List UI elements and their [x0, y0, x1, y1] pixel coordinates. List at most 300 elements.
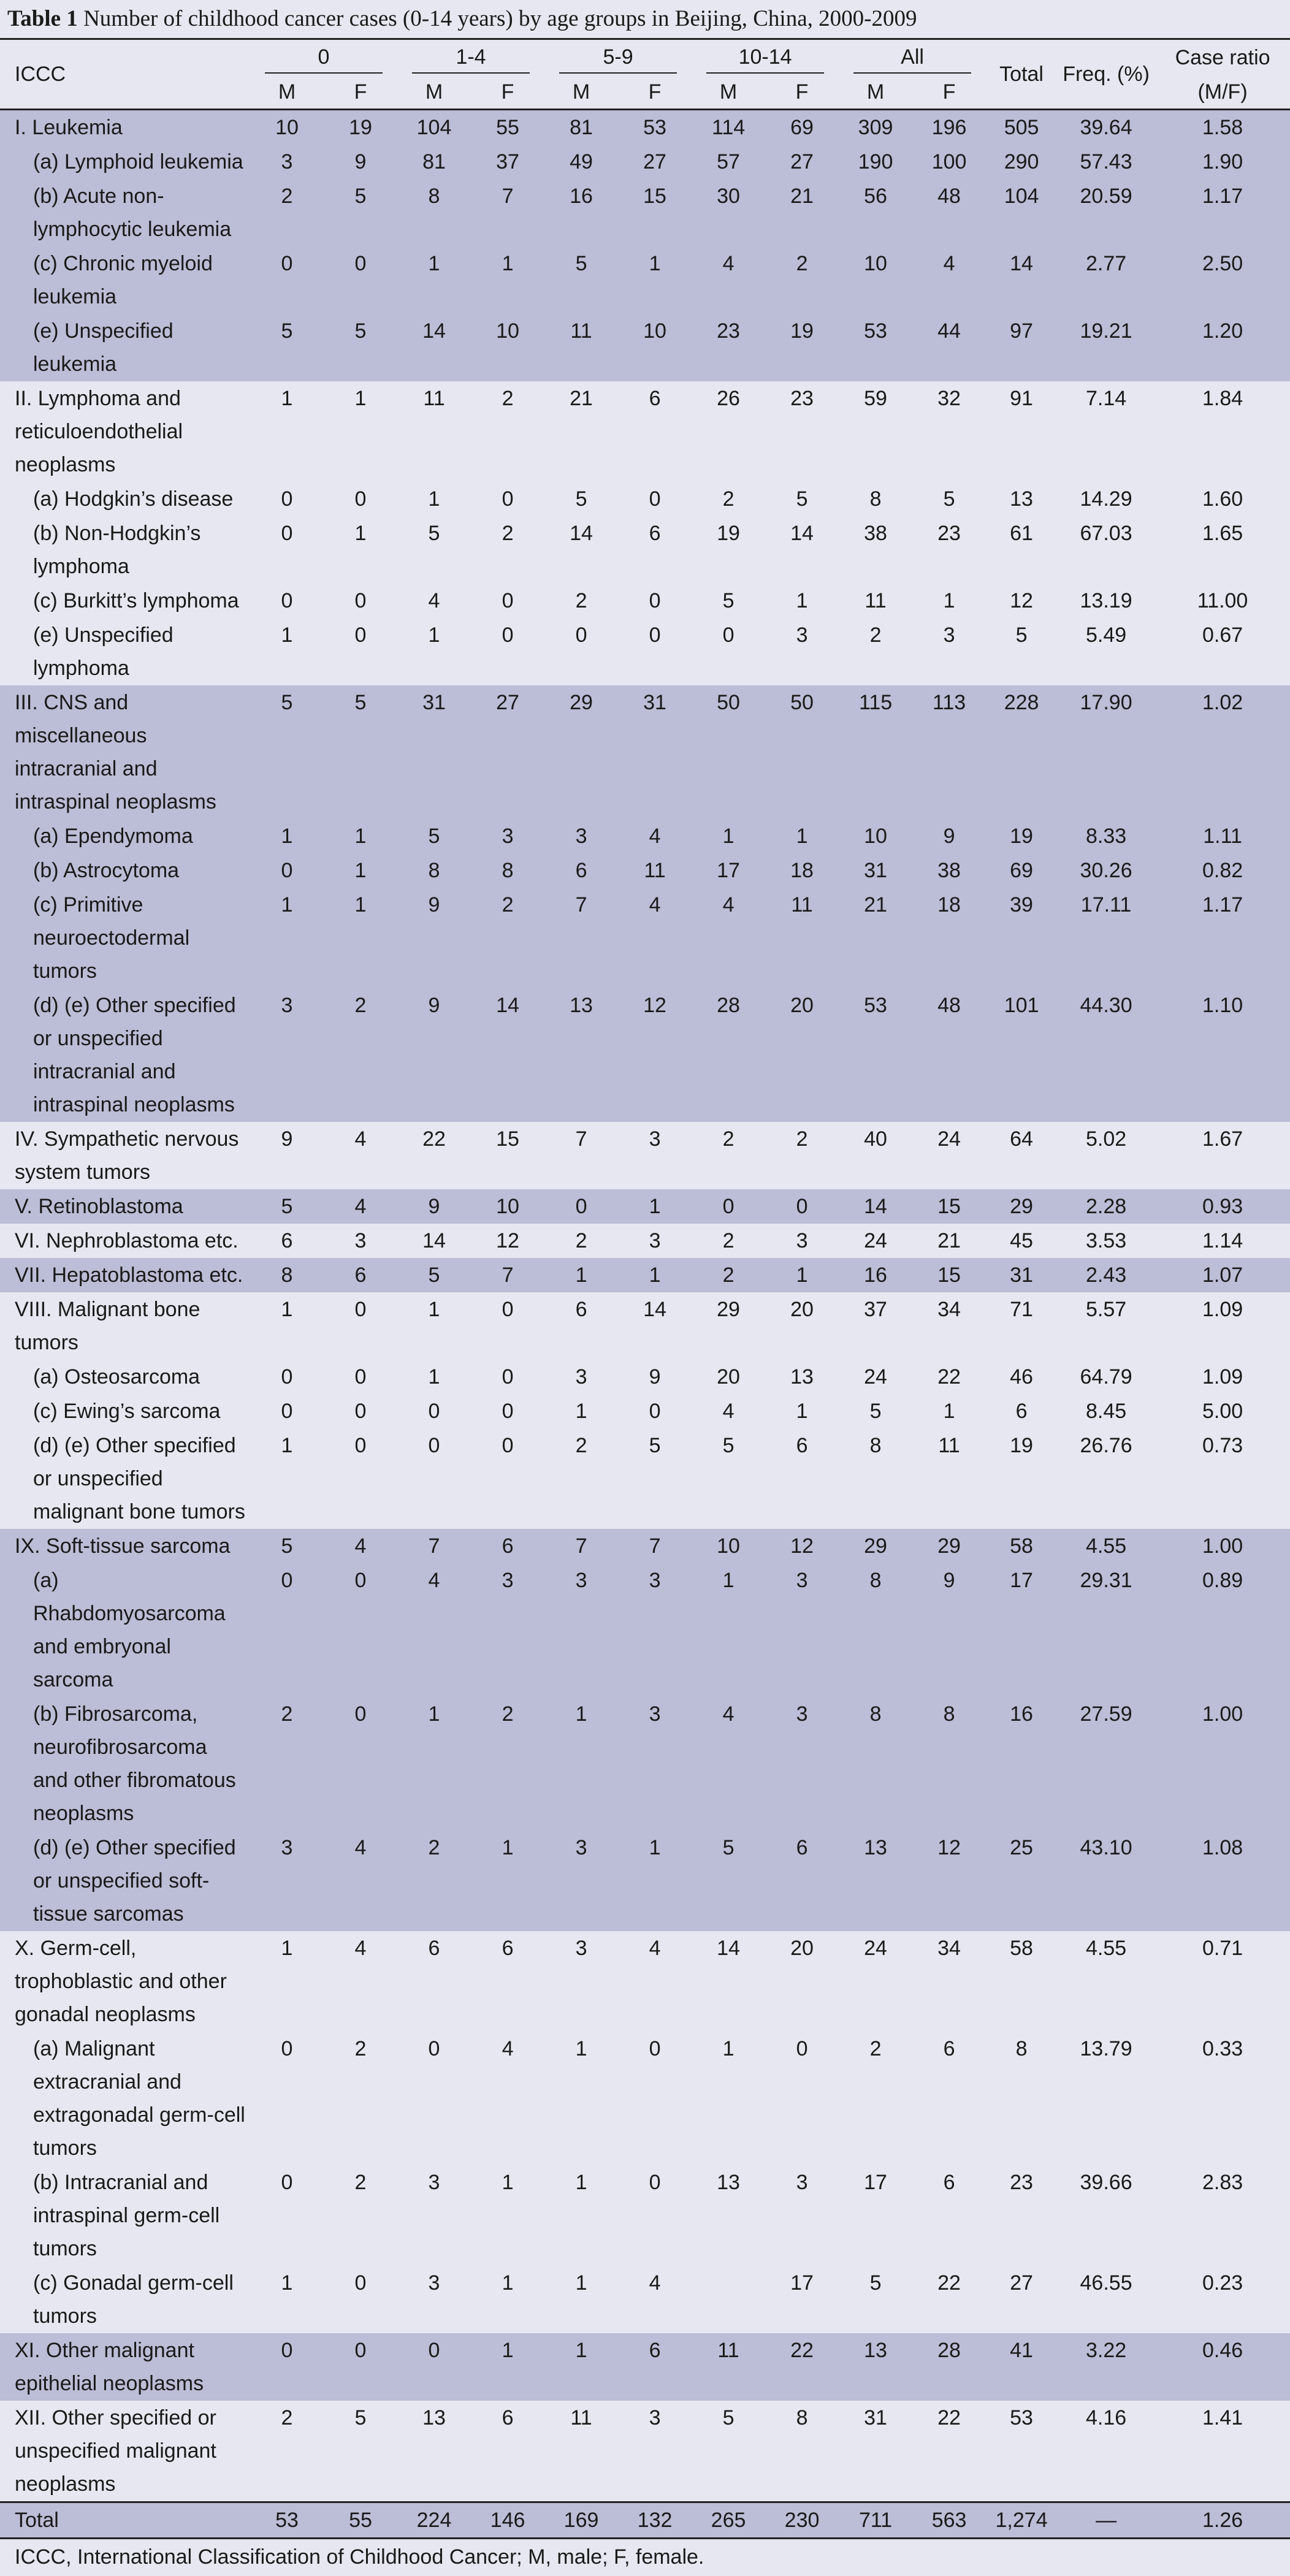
row-label: II. Lymphoma and reticuloendothelial neoplasms	[0, 381, 250, 482]
cell-value: 81	[544, 110, 618, 145]
row-label: XII. Other specified or unspecified malignant neoplasms	[0, 2401, 250, 2502]
cell-value: 41	[986, 2333, 1057, 2401]
table-header	[0, 39, 1290, 110]
cell-value: 16	[839, 1258, 912, 1292]
cell-value: 20	[692, 1360, 765, 1394]
cell-value: 0	[250, 2165, 324, 2266]
cell-value: 3	[618, 2401, 692, 2502]
cell-value: 14	[618, 1292, 692, 1360]
cell-value: 1	[250, 381, 324, 482]
cell-value: 4	[912, 246, 986, 314]
cell-value: 2	[544, 1224, 618, 1258]
cell-value: 13	[765, 1360, 839, 1394]
cell-value: 61	[986, 516, 1057, 584]
table-row	[0, 1563, 1290, 1697]
cell-value: 19	[692, 516, 765, 584]
cell-value: 0.71	[1155, 1931, 1290, 2032]
cell-value: 5	[692, 584, 765, 618]
row-label: (b) Intracranial and intraspinal germ-cell tumors	[0, 2165, 250, 2266]
cell-value: 1,274	[986, 2502, 1057, 2539]
cell-value: 6	[912, 2165, 986, 2266]
cell-value: 37	[471, 145, 544, 179]
cell-value: 24	[839, 1931, 912, 2032]
cell-value: 38	[839, 516, 912, 584]
cell-value: 13.79	[1057, 2032, 1155, 2165]
cell-value: 228	[986, 685, 1057, 819]
cell-value: 1	[324, 853, 397, 888]
cell-value: 3	[765, 1697, 839, 1831]
cell-value: 6	[250, 1224, 324, 1258]
cell-value: 34	[912, 1931, 986, 2032]
cell-value: 6	[544, 853, 618, 888]
cell-value: 57.43	[1057, 145, 1155, 179]
cell-value: 3	[397, 2165, 471, 2266]
cell-value: 2	[324, 2032, 397, 2165]
cell-value: 13	[544, 988, 618, 1122]
table-row	[0, 381, 1290, 482]
cell-value: 4.55	[1057, 1931, 1155, 2032]
header-sex: F	[765, 75, 839, 110]
cell-value: 0	[250, 584, 324, 618]
cell-value: 0.93	[1155, 1189, 1290, 1224]
cell-value: 11	[618, 853, 692, 888]
header-age-10-14: 10-14	[692, 39, 839, 76]
cell-value: 0	[324, 482, 397, 516]
cell-value: 1.65	[1155, 516, 1290, 584]
cell-value: 0.67	[1155, 618, 1290, 685]
header-sex: F	[324, 75, 397, 110]
table-caption-label: Table 1	[7, 6, 78, 31]
cell-value: 9	[324, 145, 397, 179]
cell-value: 19	[324, 110, 397, 145]
cell-value: 1	[765, 584, 839, 618]
cell-value: 7	[544, 1529, 618, 1563]
cell-value: 711	[839, 2502, 912, 2539]
cell-value: 12	[765, 1529, 839, 1563]
header-sex: M	[692, 75, 765, 110]
cell-value: 1.60	[1155, 482, 1290, 516]
cell-value: 5	[986, 618, 1057, 685]
table-caption	[0, 0, 1290, 38]
cell-value: 10	[839, 819, 912, 853]
cell-value: 16	[986, 1697, 1057, 1831]
header-age-1-4: 1-4	[397, 39, 544, 76]
table-body	[0, 110, 1290, 2539]
cell-value: 1	[324, 381, 397, 482]
cell-value: 23	[912, 516, 986, 584]
cell-value: 38	[912, 853, 986, 888]
cell-value: 9	[397, 988, 471, 1122]
cell-value: 0	[471, 1360, 544, 1394]
cell-value: 1	[912, 1394, 986, 1428]
row-label: X. Germ-cell, trophoblastic and other gonadal neoplasms	[0, 1931, 250, 2032]
table-row	[0, 2401, 1290, 2502]
header-age-5-9: 5-9	[544, 39, 692, 76]
cell-value: 14	[692, 1931, 765, 2032]
cell-value: 0	[397, 1394, 471, 1428]
cell-value: 5	[324, 314, 397, 381]
cell-value: 1	[250, 888, 324, 988]
cell-value: 21	[544, 381, 618, 482]
cell-value: 2.77	[1057, 246, 1155, 314]
row-label: III. CNS and miscellaneous intracranial and intraspinal neoplasms	[0, 685, 250, 819]
cell-value: 0	[324, 2266, 397, 2333]
header-sex: F	[618, 75, 692, 110]
cell-value: 265	[692, 2502, 765, 2539]
table-row	[0, 1529, 1290, 1563]
cell-value: 1	[250, 1428, 324, 1529]
cell-value: 0	[544, 618, 618, 685]
cell-value: 3	[324, 1224, 397, 1258]
cell-value: 0	[397, 2333, 471, 2401]
cell-value: 1.17	[1155, 888, 1290, 988]
cell-value: 20	[765, 1292, 839, 1360]
cell-value: 104	[397, 110, 471, 145]
cell-value: 1	[692, 819, 765, 853]
cell-value: 0	[324, 1394, 397, 1428]
cell-value: 39.64	[1057, 110, 1155, 145]
cell-value: 2.43	[1057, 1258, 1155, 1292]
cell-value: 2	[765, 1122, 839, 1189]
cell-value: 0	[250, 2032, 324, 2165]
cell-value: 5	[397, 1258, 471, 1292]
cell-value: 1.14	[1155, 1224, 1290, 1258]
cell-value: 31	[839, 2401, 912, 2502]
cell-value: 27	[471, 685, 544, 819]
cell-value: 14	[397, 1224, 471, 1258]
cell-value: 50	[692, 685, 765, 819]
cell-value: 3	[618, 1224, 692, 1258]
cell-value: 8	[839, 482, 912, 516]
cell-value: 5	[544, 246, 618, 314]
header-sex: M	[544, 75, 618, 110]
cell-value: 24	[912, 1122, 986, 1189]
cell-value: 21	[912, 1224, 986, 1258]
cell-value: 0	[471, 1394, 544, 1428]
cell-value: 1	[544, 2333, 618, 2401]
cell-value: 31	[839, 853, 912, 888]
cell-value: 7	[471, 1258, 544, 1292]
cell-value: 4	[618, 888, 692, 988]
cell-value: 0	[544, 1189, 618, 1224]
cell-value: 2	[471, 516, 544, 584]
cell-value: 48	[912, 988, 986, 1122]
cell-value: 0.33	[1155, 2032, 1290, 2165]
cell-value: 23	[765, 381, 839, 482]
table-row	[0, 1189, 1290, 1224]
cell-value: 1	[397, 1697, 471, 1831]
cell-value: 0	[324, 2333, 397, 2401]
cell-value: 11	[839, 584, 912, 618]
cell-value: 0	[471, 1292, 544, 1360]
cell-value: 4	[692, 1394, 765, 1428]
cell-value: 113	[912, 685, 986, 819]
table-row	[0, 482, 1290, 516]
cell-value: 563	[912, 2502, 986, 2539]
cell-value: 1	[397, 246, 471, 314]
header-iccc: ICCC	[0, 39, 250, 110]
cell-value: 3	[765, 1563, 839, 1697]
row-label: (d) (e) Other specified or unspecified soft-tissue sarcomas	[0, 1831, 250, 1931]
cell-value: 2.50	[1155, 246, 1290, 314]
row-label: (b) Acute non-lymphocytic leukemia	[0, 179, 250, 246]
row-label: (b) Fibrosarcoma, neurofibrosarcoma and other fibromatous neoplasms	[0, 1697, 250, 1831]
row-label: (c) Burkitt’s lymphoma	[0, 584, 250, 618]
cell-value: 10	[618, 314, 692, 381]
cell-value: 8	[912, 1697, 986, 1831]
cell-value: 8	[397, 853, 471, 888]
cell-value: 2.28	[1057, 1189, 1155, 1224]
cell-value: 17	[986, 1563, 1057, 1697]
cell-value: 2	[544, 584, 618, 618]
table-row	[0, 584, 1290, 618]
cell-value: 48	[912, 179, 986, 246]
cell-value: 1.58	[1155, 110, 1290, 145]
cell-value: 8.33	[1057, 819, 1155, 853]
cell-value: 5	[839, 2266, 912, 2333]
cell-value: 21	[839, 888, 912, 988]
cell-value: 1.09	[1155, 1360, 1290, 1394]
cell-value: 3	[471, 819, 544, 853]
table-row	[0, 988, 1290, 1122]
cell-value: 104	[986, 179, 1057, 246]
header-age-all: All	[839, 39, 986, 76]
cell-value: 101	[986, 988, 1057, 1122]
cell-value: 44.30	[1057, 988, 1155, 1122]
table-row	[0, 516, 1290, 584]
table-row	[0, 1258, 1290, 1292]
cell-value: 100	[912, 145, 986, 179]
table-row	[0, 685, 1290, 819]
cell-value: 1.09	[1155, 1292, 1290, 1360]
cell-value: 1.10	[1155, 988, 1290, 1122]
cell-value: 2	[324, 988, 397, 1122]
cell-value: 1	[765, 819, 839, 853]
row-label: (c) Primitive neuroectodermal tumors	[0, 888, 250, 988]
cell-value: 19.21	[1057, 314, 1155, 381]
cell-value: 4	[324, 1189, 397, 1224]
cell-value: 10	[839, 246, 912, 314]
cell-value: 11	[912, 1428, 986, 1529]
header-sex: M	[839, 75, 912, 110]
cell-value: 9	[250, 1122, 324, 1189]
cell-value: 5	[324, 685, 397, 819]
cell-value: 40	[839, 1122, 912, 1189]
cell-value: 29	[544, 685, 618, 819]
cell-value: 1	[250, 2266, 324, 2333]
cell-value: 81	[397, 145, 471, 179]
table-row	[0, 2333, 1290, 2401]
cell-value: 4	[397, 584, 471, 618]
cell-value: 230	[765, 2502, 839, 2539]
cell-value: 224	[397, 2502, 471, 2539]
cell-value: 4	[618, 819, 692, 853]
cell-value: 9	[912, 819, 986, 853]
row-label: (a) Osteosarcoma	[0, 1360, 250, 1394]
cell-value: 10	[471, 1189, 544, 1224]
cell-value: 3	[397, 2266, 471, 2333]
cell-value: 1	[618, 1831, 692, 1931]
table-row	[0, 1428, 1290, 1529]
row-label: (a) Ependymoma	[0, 819, 250, 853]
cell-value: 1	[471, 246, 544, 314]
cell-value: 5	[839, 1394, 912, 1428]
cell-value: 14	[986, 246, 1057, 314]
row-label: VII. Hepatoblastoma etc.	[0, 1258, 250, 1292]
cell-value: 146	[471, 2502, 544, 2539]
cell-value: 2	[250, 1697, 324, 1831]
cell-value: 6	[544, 1292, 618, 1360]
row-label: (c) Chronic myeloid leukemia	[0, 246, 250, 314]
cell-value: 19	[765, 314, 839, 381]
cell-value: 0	[324, 1697, 397, 1831]
cell-value: 8	[839, 1428, 912, 1529]
table-caption-text: Number of childhood cancer cases (0-14 years) by age groups in Beijing, China, 2000-2009	[83, 6, 917, 31]
cell-value: 7	[544, 888, 618, 988]
cell-value: 14	[544, 516, 618, 584]
cell-value: 8	[250, 1258, 324, 1292]
cell-value: 1	[544, 2266, 618, 2333]
header-sex: M	[397, 75, 471, 110]
cell-value: 49	[544, 145, 618, 179]
cell-value: 26	[692, 381, 765, 482]
cell-value: 8	[471, 853, 544, 888]
row-label: I. Leukemia	[0, 110, 250, 145]
table-footnote: ICCC, International Classification of Childhood Cancer; M, male; F, female.	[0, 2539, 1290, 2576]
cell-value: 22	[912, 1360, 986, 1394]
cell-value: 21	[765, 179, 839, 246]
table-row	[0, 853, 1290, 888]
cell-value: 13	[692, 2165, 765, 2266]
cell-value: 13	[839, 1831, 912, 1931]
header-freq: Freq. (%)	[1057, 39, 1155, 110]
cell-value: 5	[250, 1529, 324, 1563]
cell-value: 14	[839, 1189, 912, 1224]
cell-value: 5	[765, 482, 839, 516]
cell-value: 17.90	[1057, 685, 1155, 819]
cell-value: 44	[912, 314, 986, 381]
table-row	[0, 2502, 1290, 2539]
cell-value: 3	[765, 2165, 839, 2266]
cell-value: 4	[692, 888, 765, 988]
row-label: (e) Unspecified leukemia	[0, 314, 250, 381]
cell-value: 0	[324, 1360, 397, 1394]
cell-value: 5.49	[1057, 618, 1155, 685]
cell-value: 13	[397, 2401, 471, 2502]
cell-value: 1	[250, 1931, 324, 2032]
cell-value: 9	[397, 888, 471, 988]
cell-value: 6	[986, 1394, 1057, 1428]
cell-value: 12	[618, 988, 692, 1122]
cell-value: 2	[839, 2032, 912, 2165]
cell-value: 5	[250, 685, 324, 819]
cell-value: 67.03	[1057, 516, 1155, 584]
cell-value: 2	[765, 246, 839, 314]
row-label: IX. Soft-tissue sarcoma	[0, 1529, 250, 1563]
cell-value: 3	[912, 618, 986, 685]
cell-value	[692, 2266, 765, 2333]
cell-value: 53	[250, 2502, 324, 2539]
cell-value: 1.41	[1155, 2401, 1290, 2502]
cell-value: 1	[765, 1258, 839, 1292]
cell-value: 4	[618, 1931, 692, 2032]
cell-value: 9	[912, 1563, 986, 1697]
header-sex: F	[912, 75, 986, 110]
cell-value: 32	[912, 381, 986, 482]
cell-value: 2	[692, 1122, 765, 1189]
cell-value: 1	[618, 1258, 692, 1292]
cell-value: 0	[324, 1428, 397, 1529]
cell-value: 11	[544, 2401, 618, 2502]
cell-value: 26.76	[1057, 1428, 1155, 1529]
cell-value: 1	[618, 1189, 692, 1224]
cell-value: 27	[618, 145, 692, 179]
row-label: (a) Hodgkin’s disease	[0, 482, 250, 516]
cell-value: 3	[471, 1563, 544, 1697]
cell-value: 46	[986, 1360, 1057, 1394]
cell-value: 1	[324, 819, 397, 853]
cell-value: 3	[544, 1360, 618, 1394]
cell-value: 55	[324, 2502, 397, 2539]
cell-value: 29.31	[1057, 1563, 1155, 1697]
cell-value: 0	[618, 1394, 692, 1428]
cell-value: 4	[324, 1931, 397, 2032]
cell-value: 20	[765, 988, 839, 1122]
table-row	[0, 888, 1290, 988]
cell-value: 0	[618, 482, 692, 516]
cell-value: 0.89	[1155, 1563, 1290, 1697]
cell-value: 53	[839, 988, 912, 1122]
cell-value: 5	[618, 1428, 692, 1529]
cell-value: 23	[986, 2165, 1057, 2266]
cell-value: 24	[839, 1360, 912, 1394]
table-row	[0, 110, 1290, 145]
cell-value: 17.11	[1057, 888, 1155, 988]
cell-value: 6	[397, 1931, 471, 2032]
cell-value: 29	[912, 1529, 986, 1563]
cell-value: 6	[618, 381, 692, 482]
cell-value: 0	[250, 1563, 324, 1697]
cell-value: 4	[324, 1122, 397, 1189]
cell-value: 11	[765, 888, 839, 988]
cell-value: 46.55	[1057, 2266, 1155, 2333]
cell-value: 22	[397, 1122, 471, 1189]
cell-value: 31	[397, 685, 471, 819]
cell-value: 1.00	[1155, 1697, 1290, 1831]
cell-value: 27.59	[1057, 1697, 1155, 1831]
cell-value: 11	[397, 381, 471, 482]
cell-value: 12	[471, 1224, 544, 1258]
header-case-ratio-unit: (M/F)	[1155, 75, 1290, 110]
cell-value: 28	[692, 988, 765, 1122]
cell-value: 1.02	[1155, 685, 1290, 819]
cell-value: 4.16	[1057, 2401, 1155, 2502]
cell-value: 57	[692, 145, 765, 179]
cell-value: 22	[912, 2266, 986, 2333]
cell-value: 0	[324, 1292, 397, 1360]
cell-value: 6	[912, 2032, 986, 2165]
cell-value: 5	[692, 1428, 765, 1529]
cell-value: 6	[471, 1529, 544, 1563]
cell-value: 3	[544, 1563, 618, 1697]
cell-value: 17	[765, 2266, 839, 2333]
cell-value: 5	[912, 482, 986, 516]
cell-value: 1.67	[1155, 1122, 1290, 1189]
cell-value: 6	[765, 1831, 839, 1931]
row-label: V. Retinoblastoma	[0, 1189, 250, 1224]
cell-value: 25	[986, 1831, 1057, 1931]
table-row	[0, 1394, 1290, 1428]
